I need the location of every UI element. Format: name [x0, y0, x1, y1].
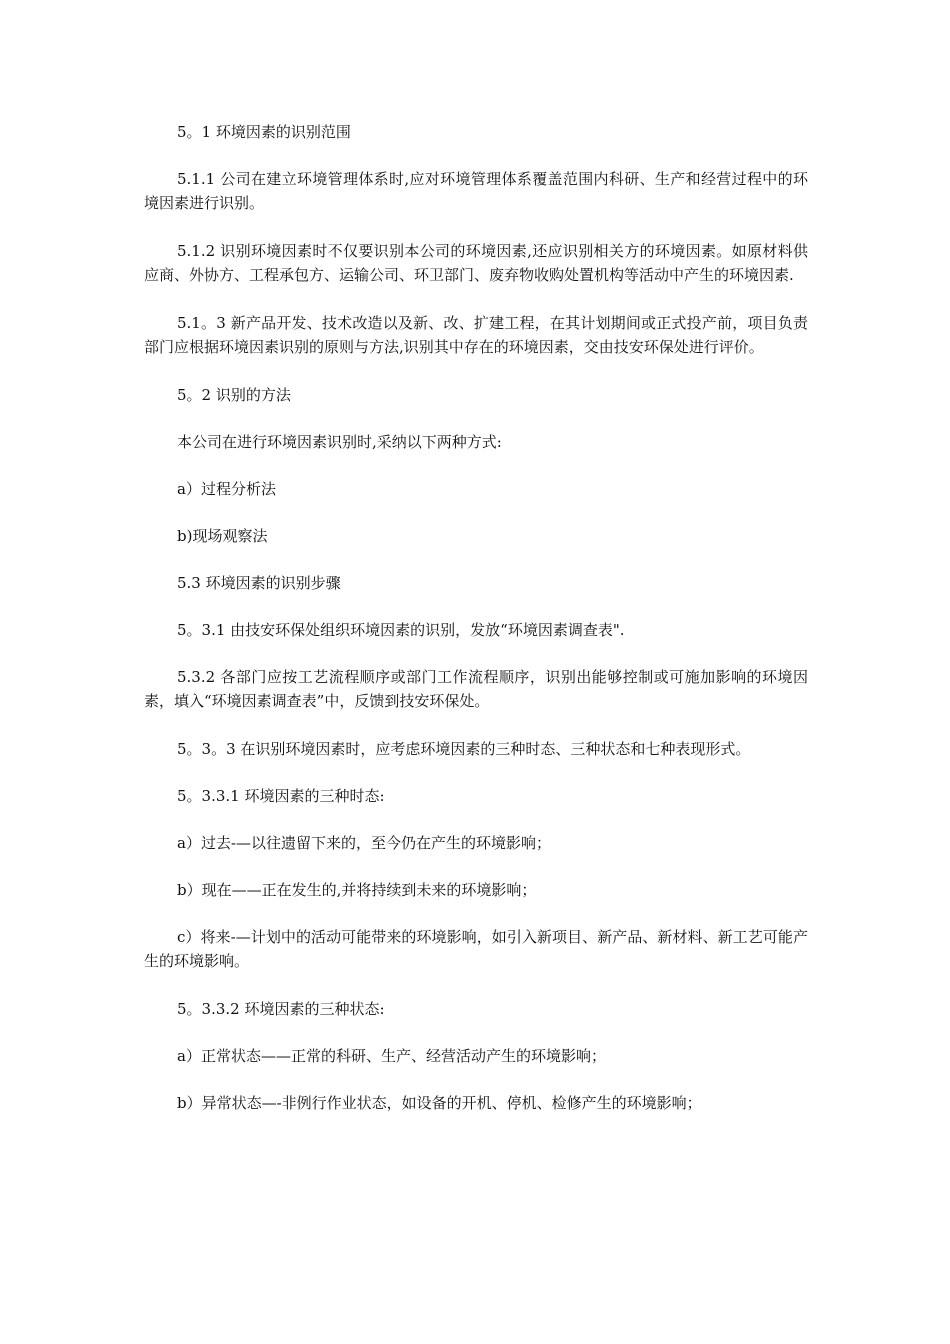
paragraph-5-1-2: 5.1.2 识别环境因素时不仅要识别本公司的环境因素,还应识别相关方的环境因素。如原材料供应商、外协方、工程承包方、运输公司、环卫部门、废弃物收购处置机构等活动中产生的环境因素. — [144, 242, 808, 284]
paragraph-5-1-3: 5.1。3 新产品开发、技术改造以及新、改、扩建工程，在其计划期间或正式投产前，项目负责部门应根据环境因素识别的原则与方法,识别其中存在的环境因素，交由技安环保处进行评价。 — [144, 314, 808, 356]
list-item-future: c）将来-—计划中的活动可能带来的环境影响，如引入新项目、新产品、新材料、新工艺可能产生的环境影响。 — [144, 928, 808, 970]
paragraph-5-3-1: 5。3.1 由技安环保处组织环境因素的识别，发放“环境因素调查表". — [177, 621, 625, 639]
paragraph-identification-methods: 本公司在进行环境因素识别时,采纳以下两种方式: — [177, 433, 502, 451]
section-heading-5-2: 5。2 识别的方法 — [177, 386, 291, 404]
paragraph-5-3-3: 5。3。3 在识别环境因素时，应考虑环境因素的三种时态、三种状态和七种表现形式。 — [177, 740, 751, 758]
list-item-past: a）过去-—以往遗留下来的，至今仍在产生的环境影响； — [177, 834, 552, 852]
list-item-site-observation: b)现场观察法 — [177, 527, 268, 545]
section-heading-5-1: 5。1 环境因素的识别范围 — [177, 123, 351, 141]
subheading-5-3-3-1: 5。3.3.1 环境因素的三种时态: — [177, 787, 385, 805]
section-heading-5-3: 5.3 环境因素的识别步骤 — [177, 574, 341, 592]
list-item-process-analysis: a）过程分析法 — [177, 480, 276, 498]
paragraph-5-1-1: 5.1.1 公司在建立环境管理体系时,应对环境管理体系覆盖范围内科研、生产和经营过程中的环境因素进行识别。 — [144, 170, 808, 212]
list-item-present: b）现在——正在发生的,并将持续到未来的环境影响； — [177, 881, 537, 899]
list-item-abnormal-state: b）异常状态—-非例行作业状态，如设备的开机、停机、检修产生的环境影响； — [177, 1094, 702, 1112]
list-item-normal-state: a）正常状态——正常的科研、生产、经营活动产生的环境影响； — [177, 1047, 606, 1065]
document-body — [144, 120, 808, 1138]
paragraph-5-3-2: 5.3.2 各部门应按工艺流程顺序或部门工作流程顺序，识别出能够控制或可施加影响的环境因素，填入“环境因素调查表”中，反馈到技安环保处。 — [144, 668, 808, 710]
subheading-5-3-3-2: 5。3.3.2 环境因素的三种状态: — [177, 1000, 385, 1018]
